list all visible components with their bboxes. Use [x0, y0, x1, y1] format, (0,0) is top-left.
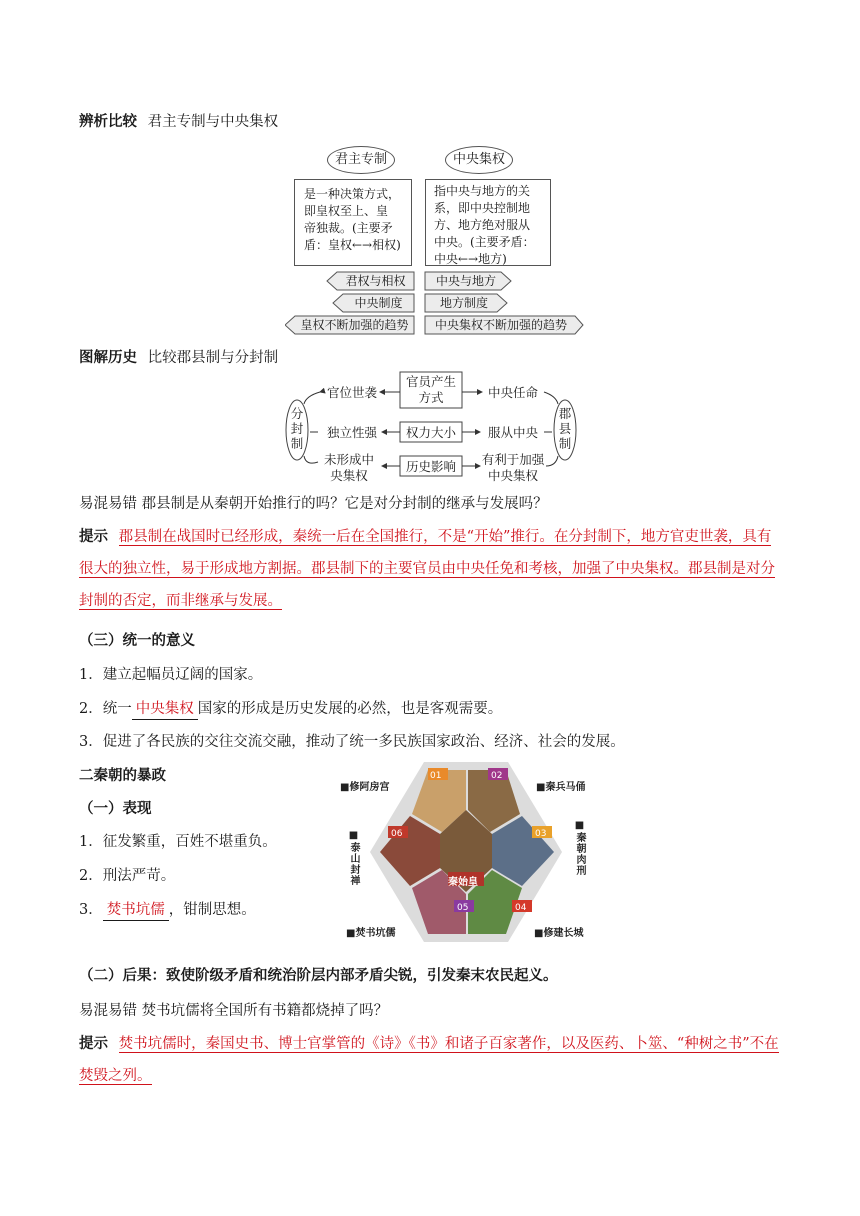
commandery-item: 有利于加强中央集权: [481, 452, 545, 483]
system-diagram: [284, 370, 584, 488]
hex-number: 04: [515, 903, 527, 913]
tyranny-sub1: （一）表现: [79, 800, 152, 817]
hex-center-label: 秦始皇: [448, 877, 478, 888]
oval-centralization: 中央集权: [445, 146, 513, 174]
tyranny-header: 二秦朝的暴政: [79, 767, 166, 784]
center-node: 官员产生方式: [405, 374, 456, 405]
tip-label: 提示: [79, 1035, 108, 1052]
hex-number: 03: [535, 829, 547, 839]
tyranny-item-3: [79, 900, 256, 921]
box-line: 系，即中央控制地: [434, 201, 531, 215]
hex-label: ■泰山封禅: [348, 830, 359, 886]
section-heading-diagram: [79, 348, 278, 368]
comparison-diagram: [285, 143, 585, 338]
box-line: 中央←→地方): [434, 252, 507, 266]
answer-1: [79, 521, 785, 617]
commandery-item: 服从中央: [487, 425, 538, 440]
arrow-label: 中央集权不断加强的趋势: [434, 318, 567, 332]
box-line: 中央。(主要矛盾：: [434, 235, 535, 249]
arrow-label: 君权与相权: [345, 274, 406, 288]
feudal-label: 分封制: [290, 406, 304, 451]
section-tag: 辨析比较: [79, 113, 137, 130]
hex-number: 05: [457, 903, 469, 913]
oval-autocracy: 君主专制: [327, 146, 395, 174]
hex-label: ■修建长城: [534, 928, 584, 939]
section-title: 比较郡县制与分封制: [147, 350, 279, 366]
box-centralization: [425, 179, 551, 266]
arrow-label: 中央制度: [354, 296, 403, 310]
section-title: 君主专制与中央集权: [147, 114, 279, 130]
item-prefix: 3．: [79, 902, 103, 918]
tyranny-item-1: 1．征发繁重，百姓不堪重负。: [79, 834, 277, 850]
hex-label: ■焚书坑儒: [346, 928, 396, 939]
section-tag: 图解历史: [79, 349, 137, 366]
box-line: 是一种决策方式，: [304, 187, 401, 201]
qin-tyranny-hex-image: [340, 760, 592, 944]
box-line: 指中央与地方的关: [434, 184, 531, 198]
center-node: 历史影响: [405, 459, 456, 474]
tyranny-item-2: 2．刑法严苛。: [79, 868, 176, 884]
hex-number: 01: [430, 771, 442, 781]
box-autocracy: [294, 179, 412, 266]
item-suffix: 国家的形成是历史发展的必然，也是客观需要。: [197, 701, 503, 717]
significance-header: （三）统一的意义: [79, 632, 195, 649]
question-2: 易混易错 焚书坑儒将全国所有书籍都烧掉了吗？: [79, 1003, 389, 1019]
answer-text: 焚书坑儒时，秦国史书、博士官掌管的《诗》《书》和诸子百家著作，以及医药、卜筮、“种树之书”不在焚毁之列。: [79, 1036, 779, 1084]
section-heading-compare: [79, 112, 278, 132]
box-line: 方、地方绝对服从: [434, 218, 531, 232]
box-line: 盾：皇权←→相权): [304, 238, 401, 252]
hex-number: 02: [491, 771, 503, 781]
tip-label: 提示: [79, 528, 108, 545]
center-node: 权力大小: [405, 425, 456, 440]
answer-text: 郡县制在战国时已经形成，秦统一后在全国推行，不是“开始”推行。在分封制下，地方官吏世袭，具有很大的独立性，易于形成地方割据。郡县制下的主要官员由中央任免和考核，加强了中央集权。郡县制是对分封制的否定，而非继承与发展。: [79, 529, 775, 609]
commandery-item: 中央任命: [487, 385, 538, 400]
hex-label: ■秦兵马俑: [536, 782, 586, 793]
significance-item-2: [79, 699, 502, 720]
answer-2: [79, 1028, 785, 1092]
feudal-item: 独立性强: [326, 425, 377, 440]
arrow-label: 皇权不断加强的趋势: [300, 318, 409, 332]
arrow-label: 中央与地方: [435, 274, 496, 288]
commandery-label: 郡县制: [558, 406, 572, 451]
significance-item-3: 3．促进了各民族的交往交流交融，推动了统一多民族国家政治、经济、社会的发展。: [79, 734, 625, 750]
significance-item-1: 1．建立起幅员辽阔的国家。: [79, 667, 263, 683]
hex-number: 06: [391, 829, 403, 839]
question-1: 易混易错 郡县制是从秦朝开始推行的吗？它是对分封制的继承与发展吗？: [79, 496, 548, 512]
box-line: 帝独裁。(主要矛: [304, 221, 393, 235]
hex-graphic: [368, 760, 564, 944]
fill-blank: 焚书坑儒: [103, 900, 169, 921]
feudal-item: 官位世袭: [326, 385, 377, 400]
hex-label: ■秦朝肉刑: [574, 820, 585, 876]
tyranny-sub2: （二）后果：致使阶级矛盾和统治阶层内部矛盾尖锐，引发秦末农民起义。: [79, 967, 558, 984]
box-line: 即皇权至上、皇: [304, 204, 389, 218]
item-prefix: 2．统一: [79, 701, 132, 717]
feudal-item: 未形成中央集权: [323, 452, 374, 483]
item-suffix: ，钳制思想。: [168, 902, 256, 918]
fill-blank: 中央集权: [132, 699, 198, 720]
arrow-label: 地方制度: [439, 296, 488, 310]
hex-label: ■修阿房宫: [340, 782, 390, 793]
